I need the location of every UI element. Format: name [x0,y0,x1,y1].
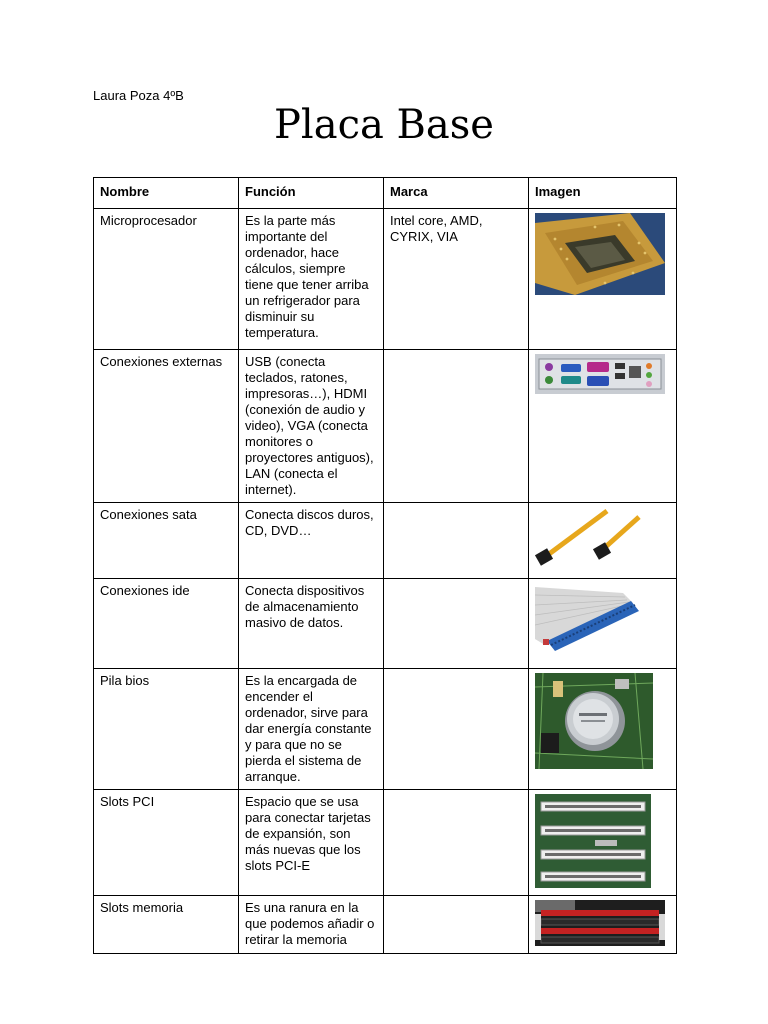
cell-imagen [529,790,677,896]
cell-nombre: Microprocesador [94,209,239,350]
cell-marca [384,350,529,503]
table-row [94,503,677,579]
cell-nombre: Conexiones ide [94,579,239,669]
table-row [94,669,677,790]
cell-imagen [529,209,677,350]
header-marca: Marca [384,178,529,209]
memory-slots-photo [535,900,665,946]
table-row [94,896,677,954]
table-row [94,790,677,896]
table-row [94,350,677,503]
table-row [94,209,677,350]
cell-imagen [529,896,677,954]
cell-funcion: Conecta dispositivos de almacenamiento masivo de datos. [239,579,384,669]
cell-imagen [529,503,677,579]
sata-cable-photo [535,507,641,571]
bios-battery-photo [535,673,653,769]
author-line: Laura Poza 4ºB [93,88,184,103]
table-row [94,579,677,669]
cell-funcion: Es la encargada de encender el ordenador, sirve para dar energía constante y para que no se pierda el sistema de arranque. [239,669,384,790]
header-imagen: Imagen [529,178,677,209]
cell-funcion: Es una ranura en la que podemos añadir o retirar la memoria [239,896,384,954]
cell-marca [384,790,529,896]
cell-nombre: Slots memoria [94,896,239,954]
cell-funcion: Conecta discos duros, CD, DVD… [239,503,384,579]
cell-funcion: Espacio que se usa para conectar tarjetas de expansión, son más nuevas que los slots PCI-E [239,790,384,896]
cell-imagen [529,579,677,669]
ide-cable-photo [535,583,645,653]
pci-slots-photo [535,794,651,888]
io-panel-photo [535,354,665,394]
page-title: Placa Base [274,102,494,148]
components-table [93,177,677,954]
cell-nombre: Conexiones externas [94,350,239,503]
table-header-row [94,178,677,209]
cell-imagen [529,669,677,790]
cell-nombre: Slots PCI [94,790,239,896]
header-nombre: Nombre [94,178,239,209]
cell-nombre: Pila bios [94,669,239,790]
cpu-photo [535,213,665,295]
cell-marca [384,503,529,579]
header-funcion: Función [239,178,384,209]
cell-funcion: USB (conecta teclados, ratones, impresoras…), HDMI (conexión de audio y video), VGA (conecta monitores o proyectores antiguos), LAN (conecta el internet). [239,350,384,503]
cell-imagen [529,350,677,503]
cell-marca: Intel core, AMD, CYRIX, VIA [384,209,529,350]
cell-funcion: Es la parte más importante del ordenador, hace cálculos, siempre tiene que tener arriba un refrigerador para disminuir su temperatura. [239,209,384,350]
cell-marca [384,669,529,790]
cell-marca [384,579,529,669]
cell-nombre: Conexiones sata [94,503,239,579]
cell-marca [384,896,529,954]
